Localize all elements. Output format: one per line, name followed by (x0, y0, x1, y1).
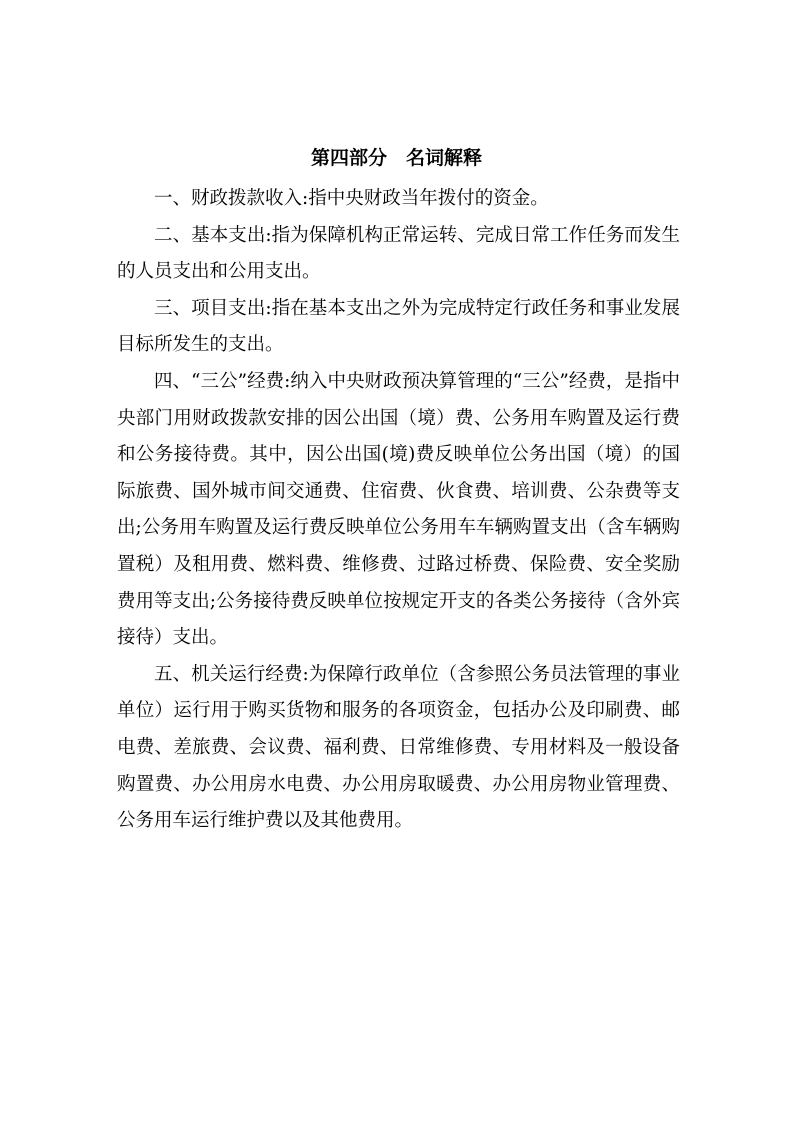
paragraph-basic-expenditure: 二、基本支出:指为保障机构正常运转、完成日常工作任务而发生的人员支出和公用支出。 (117, 224, 680, 283)
paragraph-fiscal-appropriation-income: 一、财政拨款收入:指中央财政当年拨付的资金。 (154, 188, 549, 209)
paragraph-project-expenditure: 三、项目支出:指在基本支出之外为完成特定行政任务和事业发展目标所发生的支出。 (117, 297, 680, 356)
document-body (117, 181, 680, 840)
paragraph-agency-operating-expenses: 五、机关运行经费:为保障行政单位（含参照公务员法管理的事业单位）运行用于购买货物和服务的各项资金，包括办公及印刷费、邮电费、差旅费、会议费、福利费、日常维修费、专用材料及一般设备购置费、办公用房水电费、办公用房取暖费、办公用房物业管理费、公务用车运行维护费以及其他费用。 (117, 663, 680, 832)
page-title: 第四部分 名词解释 (310, 147, 482, 169)
paragraph-three-public-expenses: 四、“三公”经费:纳入中央财政预决算管理的“三公”经费，是指中央部门用财政拨款安排的因公出国（境）费、公务用车购置及运行费和公务接待费。其中，因公出国(境)费反映单位公务出国（境）的国际旅费、国外城市间交通费、住宿费、伙食费、培训费、公杂费等支出;公务用车购置及运行费反映单位公务用车车辆购置支出（含车辆购置税）及租用费、燃料费、维修费、过路过桥费、保险费、安全奖励费用等支出;公务接待费反映单位按规定开支的各类公务接待（含外宾接待）支出。 (117, 370, 680, 649)
